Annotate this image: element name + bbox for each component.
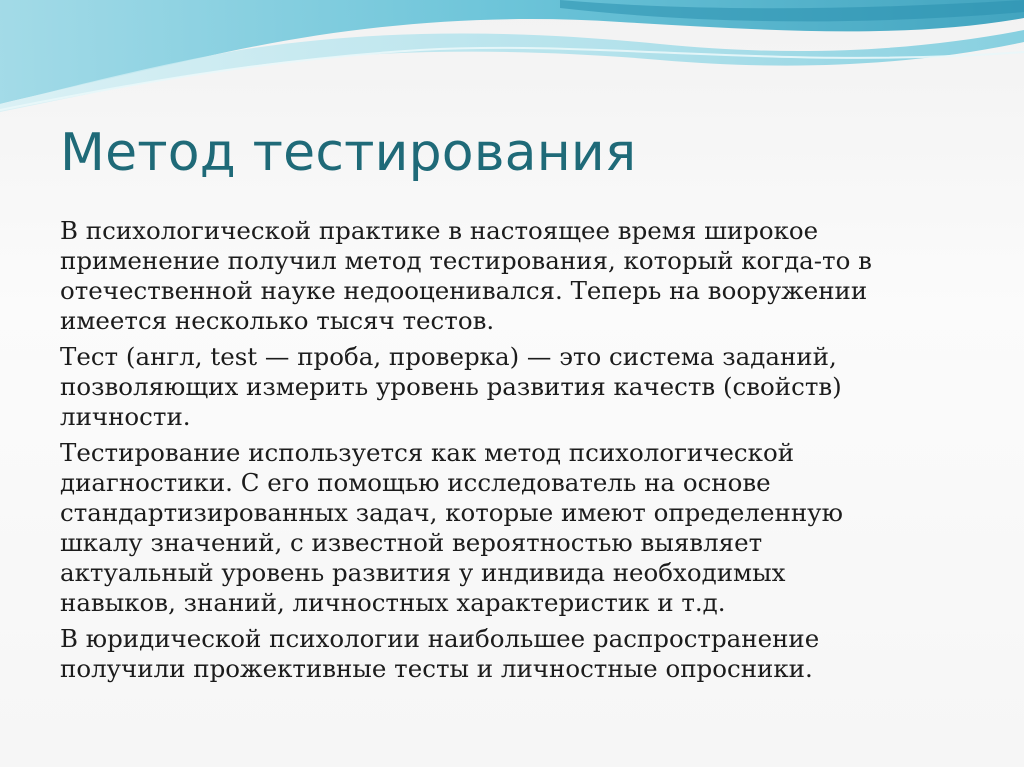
paragraph-2: Тест (англ, test — проба, проверка) — это система заданий, позволяющих измерить уровень развития качеств (свойств) личности.	[60, 342, 842, 431]
wave-decoration-icon	[0, 0, 1024, 120]
paragraph-4: В юридической психологии наибольшее распространение получили прожективные тесты и личностные опросники.	[60, 624, 820, 683]
slide-title: Метод тестирования	[60, 123, 637, 183]
paragraph-3: Тестирование используется как метод психологической диагностики. С его помощью исследователь на основе стандартизированных задач, которые имеют определенную шкалу значений, с известной вероятностью выявляет актуальный уровень развития у индивида необходимых навыков, знаний, личностных характеристик и т.д.	[60, 438, 843, 617]
slide-body	[60, 216, 960, 690]
paragraph-1: В психологической практике в настоящее время широкое применение получил метод тестирования, который когда-то в отечественной науке недооценивался. Теперь на вооружении имеется несколько тысяч тестов.	[60, 216, 872, 335]
